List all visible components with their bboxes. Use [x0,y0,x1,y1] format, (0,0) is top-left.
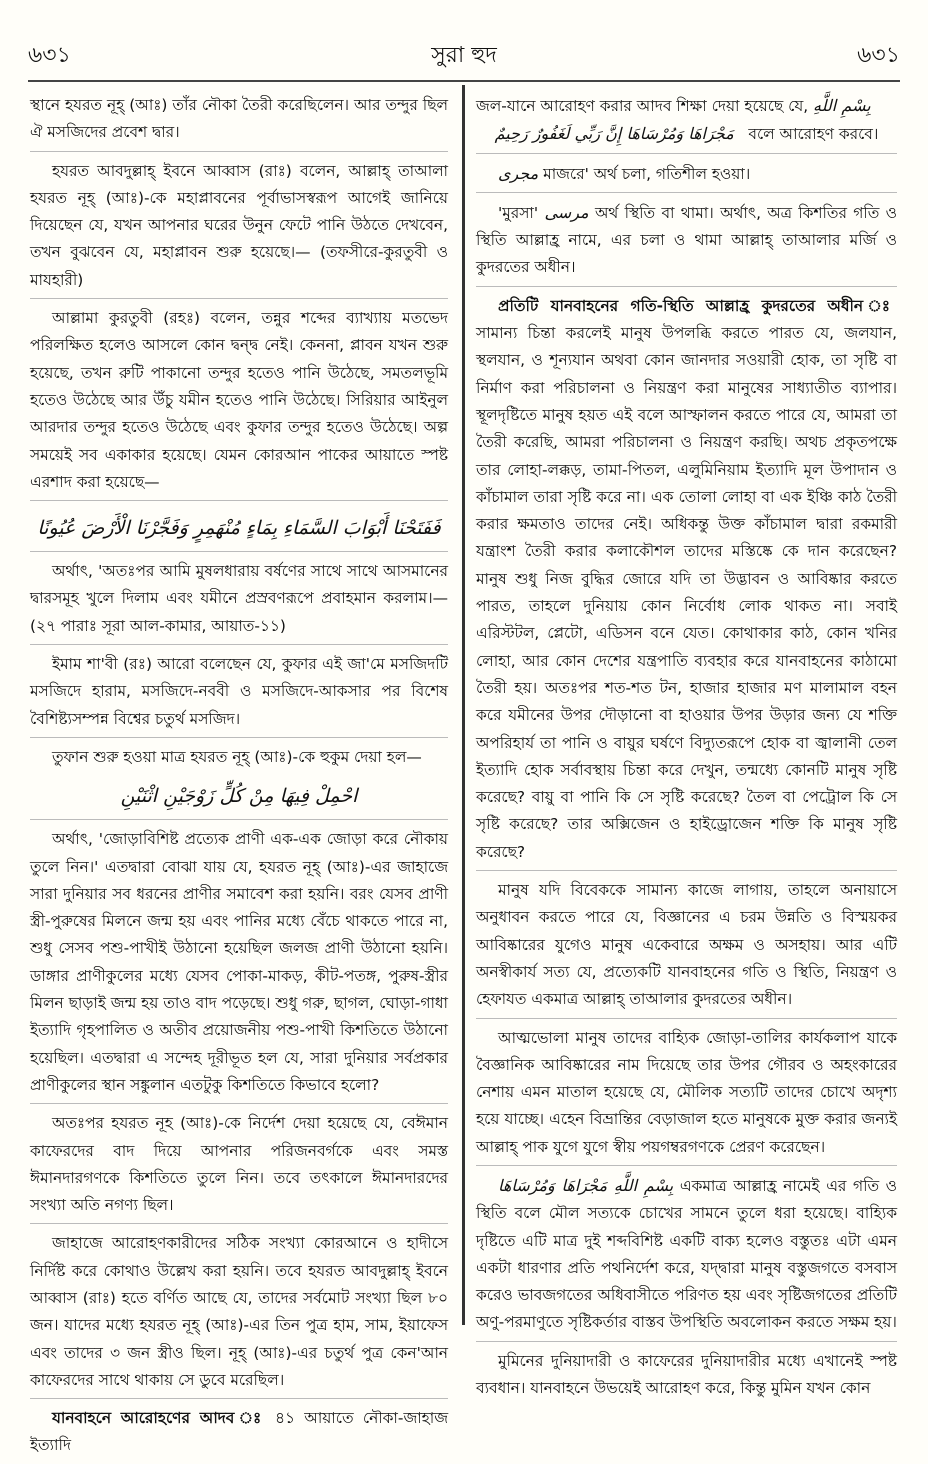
left-paragraph-9: জাহাজে আরোহণকারীদের সঠিক সংখ্যা কোরআনে ও হাদীসে নির্দিষ্ট করে কোথাও উল্লেখ করা হয়নি। তবে হযরত আবদুল্লাহ্ ইবনে আব্বাস (রাঃ) হতে বর্ণিত আছে যে, তাদের সর্বমোট সংখ্যা ছিল ৮০ জন। যাদের মধ্যে হযরত নূহ্ (আঃ)-এর তিন পুত্র হাম, সাম, ইয়াফেস এবং তাদের ৩ জন স্ত্রীও ছিল। নূহ্ (আঃ)-এর চতুর্থ পুত্র কেন'আন কাফেরদের সাথে থাকায় সে ডুবে মরেছিল। [30,1230,448,1399]
right-paragraph-3-lead: 'মুরসা' [498,203,539,222]
right-paragraph-3-text: অর্থ স্থিতি বা থামা। অর্থাৎ, অত্র কিশতির গতি ও স্থিতি আল্লাহ্র নামে, এর চলা ও থামা আল্লাহ্ তাআলার মর্জি ও কুদরতের অধীন। [476,203,897,277]
column-divider [462,85,465,1325]
page-header [28,36,900,82]
right-paragraph-2 [476,160,897,193]
left-page-number: ৬৩১ [28,42,71,68]
left-paragraph-10 [30,1405,448,1464]
left-paragraph-5: ইমাম শা'বী (রঃ) আরো বলেছেন যে, কুফার এই জা'মে মসজিদটি মসজিদে হারাম, মসজিদে-নববী ও মসজিদে-আকসার পর বিশেষ বৈশিষ্ট্যসম্পন্ন বিশ্বের চতুর্থ মসজিদ। [30,651,448,738]
arabic-verse-1: فَفَتَحْنَا أَبْوَابَ السَّمَاءِ بِمَاءٍ مُنْهَمِرٍ وَفَجَّرْنَا الْأَرْضَ عُيُونًا [30,507,448,552]
right-paragraph-5: মানুষ যদি বিবেককে সামান্য কাজে লাগায়, তাহলে অনায়াসে অনুধাবন করতে পারে যে, বিজ্ঞানের এ চরম উন্নতি ও বিস্ময়কর আবিষ্কারের যুগেও মানুষ একেবারে অক্ষম ও অসহায়। আর এটি অনস্বীকার্য সত্য যে, প্রত্যেকটি যানবাহনের গতি ও স্থিতি, নিয়ন্ত্রণ ও হেফাযত একমাত্র আল্লাহ্ তাআলার কুদরতের অধীন। [476,877,897,1018]
right-paragraph-2-text: মাজরে' অর্থ চলা, গতিশীল হওয়া। [543,164,751,183]
left-paragraph-4: অর্থাৎ, 'অতঃপর আমি মুষলধারায় বর্ষণের সাথে সাথে আসমানের দ্বারসমূহ খুলে দিলাম এবং যমীনে প্রস্রবণরূপে প্রবাহমান করলাম।— (২৭ পারাঃ সূরা আল-কামার, আয়াত-১১) [30,558,448,645]
left-paragraph-7: অর্থাৎ, 'জোড়াবিশিষ্ট প্রত্যেক প্রাণী এক-এক জোড়া করে নৌকায় তুলে নিন।' এতদ্বারা বোঝা যায় যে, হযরত নূহ্ (আঃ)-এর জাহাজে সারা দুনিয়ার সব ধরনের প্রাণীর সমাবেশ করা হয়নি। বরং যেসব প্রাণী স্ত্রী-পুরুষের মিলনে জন্ম হয় এবং পানির মধ্যে বেঁচে থাকতে পারে না, শুধু সেসব পশু-পাখীই উঠানো হয়েছিল জলজ প্রাণী উঠানো হয়নি। ডাঙ্গার প্রাণীকুলের মধ্যে যেসব পোকা-মাকড়, কীট-পতঙ্গ, পুরুষ-স্ত্রীর মিলন ছাড়াই জন্ম হয় তাও বাদ পড়েছে। শুধু গরু, ছাগল, ঘোড়া-গাধা ইত্যাদি গৃহপালিত ও অতীব প্রয়োজনীয় পশু-পাখী কিশতিতে উঠানো হয়েছিল। এতদ্বারা এ সন্দেহ দূরীভূত হল যে, সারা দুনিয়ার সর্বপ্রকার প্রাণীকুলের স্থান সঙ্কুলান এতটুকু কিশতিতে কিভাবে হলো? [30,826,448,1104]
arabic-majreha-verse: مَجْرَاهَا وَمُرْسَاهَا إِنَّ رَبِّي لَغَفُورٌ رَحِيمٌ [494,124,734,144]
right-paragraph-1-text: জল-যানে আরোহণ করার আদব শিক্ষা দেয়া হয়েছে যে, [476,97,809,115]
right-paragraph-4 [476,293,897,871]
left-paragraph-10-text: ৪১ আয়াতে নৌকা-জাহাজ ইত্যাদি [30,1409,448,1455]
section-heading-vehicle-etiquette: যানবাহনে আরোহণের আদব ঃ [52,1409,266,1428]
left-column [30,92,448,1455]
right-page-number: ৬৩১ [857,42,900,68]
section-heading-vehicle-control: প্রতিটি যানবাহনের গতি-স্থিতি আল্লাহ্র কুদরতের অধীন ঃ [498,296,897,315]
arabic-mursa-word: مرسى [544,202,589,222]
left-paragraph-6: তুফান শুরু হওয়া মাত্র হযরত নূহ্ (আঃ)-কে হুকুম দেয়া হল— [52,747,422,766]
arabic-bismillah: بِسْمِ اللَّهِ [813,96,871,115]
arabic-verse-2: احْمِلْ فِيهَا مِنْ كُلٍّ زَوْجَيْنِ اثْنَيْنِ [30,775,448,820]
arabic-majra-word: مجرى [498,163,539,183]
right-paragraph-1-end: বলে আরোহণ করবে। [748,125,879,144]
right-column [476,92,897,1398]
right-paragraph-7 [476,1172,897,1342]
surah-title: সুরা হুদ [431,42,497,68]
left-paragraph-2: হযরত আবদুল্লাহ্ ইবনে আব্বাস (রাঃ) বলেন, আল্লাহ্ তাআলা হযরত নূহ্ (আঃ)-কে মহাপ্লাবনের পূর্বাভাসস্বরূপ আগেই জানিয়ে দিয়েছেন যে, যখন আপনার ঘরের উনুন ফেটে পানি উঠতে দেখবেন, তখন বুঝবেন যে, মহাপ্লাবন শুরু হয়েছে।— (তফসীরে-কুরতুবী ও মাযহারী) [30,158,448,299]
arabic-bismillah-majreha: بِسْمِ اللَّهِ مَجْرَاهَا وَمُرْسَاهَا [498,1175,674,1195]
left-paragraph-1: স্থানে হযরত নূহ্ (আঃ) তাঁর নৌকা তৈরী করেছিলেন। আর তন্দুর ছিল ঐ মসজিদের প্রবেশ দ্বার। [30,92,448,152]
left-paragraph-8: অতঃপর হযরত নূহ (আঃ)-কে নির্দেশ দেয়া হয়েছে যে, বেঈমান কাফেরদের বাদ দিয়ে আপনার পরিজনবর্গকে এবং সমস্ত ঈমানদারগণকে কিশতিতে তুলে নিন। তবে তৎকালে ঈমানদারদের সংখ্যা অতি নগণ্য ছিল। [30,1110,448,1224]
right-paragraph-1 [476,92,897,154]
right-paragraph-6: আত্মভোলা মানুষ তাদের বাহ্যিক জোড়া-তালির কার্যকলাপ যাকে বৈজ্ঞানিক আবিষ্কারের নাম দিয়েছে তার উপর গৌরব ও অহংকারের নেশায় এমন মাতাল হয়েছে যে, মৌলিক সত্যটি তাদের চোখে অদৃশ্য হয়ে যাচ্ছে। এহেন বিভ্রান্তির বেড়াজাল হতে মানুষকে মুক্ত করার জন্যই আল্লাহ্ পাক যুগে যুগে স্বীয় পয়গম্বরগণকে প্রেরণ করেছেন। [476,1025,897,1166]
right-paragraph-8: মুমিনের দুনিয়াদারী ও কাফেরের দুনিয়াদারীর মধ্যে এখানেই স্পষ্ট ব্যবধান। যানবাহনে উভয়েই আরোহণ করে, কিন্তু মুমিন যখন কোন [476,1351,897,1398]
right-paragraph-4-text: সামান্য চিন্তা করলেই মানুষ উপলব্ধি করতে পারত যে, জলযান, স্থলযান, ও শূন্যযান অথবা কোন জানদার সওয়ারী হোক, তা সৃষ্টি বা নির্মাণ করা পরিচালনা ও নিয়ন্ত্রণ করা মানুষের সাধ্যাতীত ব্যাপার। স্থূলদৃষ্টিতে মানুষ হয়ত এই বলে আস্ফালন করতে পারে যে, আমরা তা তৈরী করেছি, আমরা পরিচালনা ও নিয়ন্ত্রণ করছি। অথচ প্রকৃতপক্ষে তার লোহা-লক্কড়, তামা-পিতল, এলুমিনিয়াম ইত্যাদি মূল উপাদান ও কাঁচামাল তারা সৃষ্টি করে না। এক তোলা লোহা বা এক ইঞ্চি কাঠ তৈরী করার ক্ষমতাও তাদের নেই। অধিকন্তু উক্ত কাঁচামাল দ্বারা রকমারী যন্ত্রাংশ তৈরী করার কলাকৌশল তাদের মস্তিষ্কে কে দান করেছেন? মানুষ শুধু নিজ বুদ্ধির জোরে যদি তা উদ্ভাবন ও আবিষ্কার করতে পারত, তাহলে দুনিয়ায় কোন নির্বোধ লোক থাকত না। সবাই এরিস্টটল, প্লেটো, এডিসন বনে যেত। কোথাকার কাঠ, কোন খনির লোহা, আর কোন দেশের যন্ত্রপাতি ব্যবহার করে যানবাহনের কাঠামো তৈরী হয়। অতঃপর শত-শত টন, হাজার হাজার মণ মালামাল বহন করে যমীনের উপর দৌড়ানো বা হাওয়ার উপর উড়ার জন্য যে শক্তি অপরিহার্য তা পানি ও বায়ুর ঘর্ষণে বিদ্যুতরূপে হোক বা জ্বালানী তেল ইত্যাদি হোক সর্বাবস্থায় চিন্তা করে দেখুন, তন্মধ্যে কোনটি মানুষ সৃষ্টি করেছে? বায়ু বা পানি কি সে সৃষ্টি করেছে? তৈল বা পেট্রোল কি সে সৃষ্টি করেছে? তার অক্সিজেন ও হাইড্রোজেন শক্তি কি মানুষ সৃষ্টি করেছে? [476,324,897,861]
left-paragraph-3: আল্লামা কুরতুবী (রহঃ) বলেন, তন্নুর শব্দের ব্যাখ্যায় মতভেদ পরিলক্ষিত হলেও আসলে কোন দ্বন্দ্ব নেই। কেননা, প্লাবন যখন শুরু হয়েছে, তখন রুটি পাকানো তন্দুর হতেও পানি উঠেছে, সমতলভূমি হতেও উঠেছে আর উঁচু যমীন হতেও পানি উঠেছে। সিরিয়ার আইনুল আরদার তন্দুর হতেও উঠেছে এবং কুফার তন্দুর হতেও উঠেছে। অল্প সময়েই সব একাকার হয়েছে। যেমন কোরআন পাকের আয়াতে স্পষ্ট এরশাদ করা হয়েছে— [30,305,448,501]
right-paragraph-3 [476,199,897,287]
right-paragraph-7-text: একমাত্র আল্লাহ্র নামেই এর গতি ও স্থিতি বলে মৌল সত্যকে চোখের সামনে তুলে ধরা হয়েছে। বাহ্যিক দৃষ্টিতে এটি মাত্র দুই শব্দবিশিষ্ট একটি বাক্য হলেও বস্তুতঃ এটা এমন একটা ধারণার প্রতি পথনির্দেশ করে, যদ্দ্বারা মানুষ বস্তুজগতে বসবাস করেও ভাবজগতের অধিবাসীতে পরিণত হয় এবং সৃষ্টিজগতের প্রতিটি অণু-পরমাণুতে সৃষ্টিকর্তার বাস্তব উপস্থিতি অবলোকন করতে সক্ষম হয়। [476,1176,897,1332]
